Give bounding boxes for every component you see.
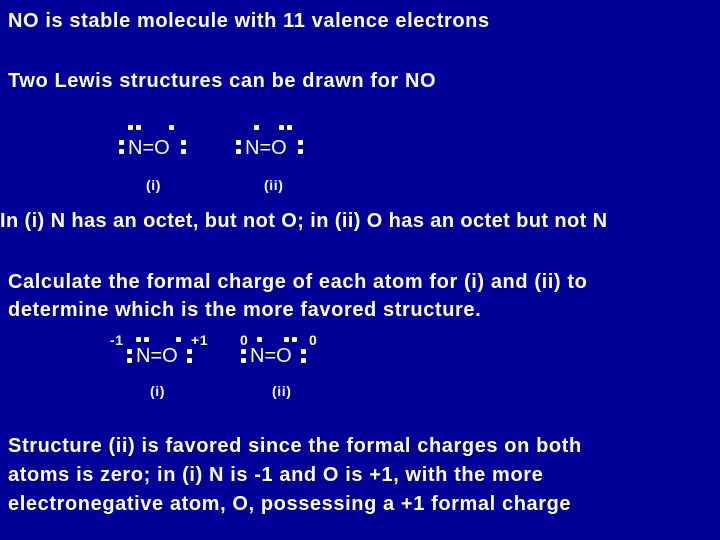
label-top-i: (i) — [146, 177, 162, 193]
electron-dot — [144, 337, 149, 342]
formal-charge-o-i: +1 — [191, 332, 209, 348]
electron-dot — [136, 125, 141, 130]
electron-dot — [128, 125, 133, 130]
conclusion-line-c: electronegative atom, O, possessing a +1 formal charge — [8, 493, 572, 515]
line-octet-comparison: In (i) N has an octet, but not O; in (ii) O has an octet but not N — [0, 210, 608, 232]
electron-dot — [127, 349, 132, 354]
electron-dot — [187, 349, 192, 354]
electron-dot — [169, 125, 174, 130]
electron-dot — [241, 349, 246, 354]
electron-dot — [254, 125, 259, 130]
formal-charge-n-i: -1 — [110, 332, 124, 348]
label-bottom-ii: (ii) — [272, 383, 292, 399]
electron-dot — [287, 125, 292, 130]
electron-dot — [176, 337, 181, 342]
formal-charge-n-ii: 0 — [240, 332, 249, 348]
electron-dot — [301, 349, 306, 354]
electron-dot — [236, 149, 241, 154]
electron-dot — [301, 358, 306, 363]
atoms-text: N=O — [250, 345, 292, 367]
electron-dot — [236, 140, 241, 145]
electron-dot — [257, 337, 262, 342]
electron-dot — [119, 149, 124, 154]
atoms-text: N=O — [136, 345, 178, 367]
atoms-text: N=O — [245, 137, 287, 159]
electron-dot — [127, 358, 132, 363]
label-bottom-i: (i) — [150, 383, 166, 399]
electron-dot — [292, 337, 297, 342]
conclusion-line-a: Structure (ii) is favored since the formal charges on both — [8, 435, 582, 457]
line-calculate-a: Calculate the formal charge of each atom for (i) and (ii) to — [8, 271, 588, 293]
electron-dot — [187, 358, 192, 363]
conclusion-line-b: atoms is zero; in (i) N is -1 and O is +1, with the more — [8, 464, 544, 486]
electron-dot — [181, 149, 186, 154]
electron-dot — [181, 140, 186, 145]
line-calculate-b: determine which is the more favored structure. — [8, 299, 482, 321]
electron-dot — [298, 149, 303, 154]
electron-dot — [136, 337, 141, 342]
electron-dot — [279, 125, 284, 130]
electron-dot — [119, 140, 124, 145]
electron-dot — [241, 358, 246, 363]
line-two-structures: Two Lewis structures can be drawn for NO — [8, 70, 437, 92]
line-valence-electrons: NO is stable molecule with 11 valence electrons — [8, 10, 490, 32]
electron-dot — [284, 337, 289, 342]
atoms-text: N=O — [128, 137, 170, 159]
formal-charge-o-ii: 0 — [309, 332, 318, 348]
electron-dot — [298, 140, 303, 145]
label-top-ii: (ii) — [264, 177, 284, 193]
